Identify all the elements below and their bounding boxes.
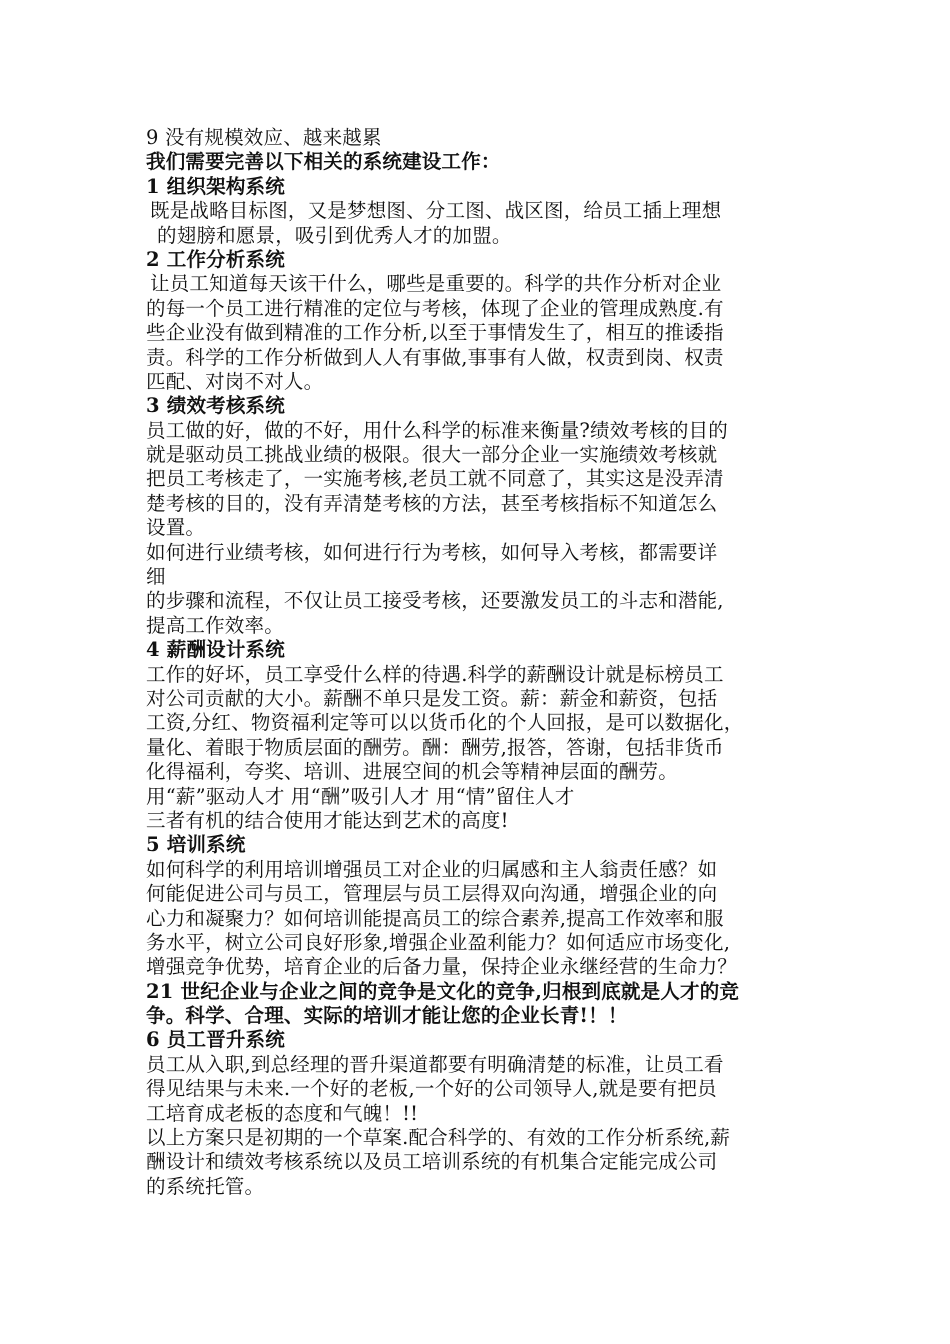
body-text-line: 用“薪”驱动人才 用“酬”吸引人才 用“情”留住人才	[146, 784, 575, 808]
body-text-line: 细	[146, 565, 166, 589]
body-text-line: 既是战略目标图，又是梦想图、分工图、战区图，给员工插上理想	[150, 199, 722, 223]
section-heading: 21 世纪企业与企业之间的竞争是文化的竞争,归根到底就是人才的竞	[146, 979, 740, 1003]
body-text-line: 楚考核的目的，没有弄清楚考核的方法，甚至考核指标不知道怎么	[146, 491, 718, 515]
section-heading: 我们需要完善以下相关的系统建设工作：	[146, 150, 501, 174]
body-text-line: 工资,分红、物资福利定等可以以货币化的个人回报，是可以数据化，	[146, 711, 744, 735]
body-text-line: 的系统托管。	[146, 1174, 265, 1198]
body-text-line: 责。科学的工作分析做到人人有事做,事事有人做，权责到岗、权责	[146, 345, 724, 369]
body-text-line: 设置。	[146, 516, 206, 540]
body-text-line: 增强竞争优势，培育企业的后备力量，保持企业永继经营的生命力？	[146, 955, 738, 979]
body-text-line: 得见结果与未来.一个好的老板,一个好的公司领导人,就是要有把员	[146, 1077, 717, 1101]
body-text-line: 让员工知道每天该干什么，哪些是重要的。科学的共作分析对企业	[150, 272, 722, 296]
body-text-line: 些企业没有做到精准的工作分析,以至于事情发生了，相互的推诿指	[146, 321, 724, 345]
section-heading: 1 组织架构系统	[146, 174, 285, 198]
body-text-line: 何能促进公司与员工，管理层与员工层得双向沟通，增强企业的向	[146, 882, 718, 906]
body-text-line: 如何科学的利用培训增强员工对企业的归属感和主人翁责任感？如	[146, 857, 718, 881]
body-text-line: 的步骤和流程，不仅让员工接受考核，还要激发员工的斗志和潜能,	[146, 589, 724, 613]
body-text-line: 酬设计和绩效考核系统以及员工培训系统的有机集合定能完成公司	[146, 1150, 718, 1174]
section-heading: 4 薪酬设计系统	[146, 638, 285, 662]
body-text-line: 的翅膀和愿景，吸引到优秀人才的加盟。	[157, 223, 512, 247]
body-text-line: 提高工作效率。	[146, 613, 284, 637]
section-heading: 6 员工晋升系统	[146, 1028, 285, 1052]
document-page	[146, 126, 826, 1199]
body-text-line: 化得福利，夸奖、培训、进展空间的机会等精神层面的酬劳。	[146, 760, 678, 784]
body-text-line: 的每一个员工进行精准的定位与考核，体现了企业的管理成熟度.有	[146, 296, 724, 320]
body-text-line: 务水平，树立公司良好形象,增强企业盈利能力？如何适应市场变化,	[146, 930, 731, 954]
body-text-line: 工培育成老板的态度和气魄！!!	[146, 1101, 419, 1125]
body-text-line: 把员工考核走了，一实施考核,老员工就不同意了，其实这是没弄清	[146, 467, 724, 491]
section-heading: 5 培训系统	[146, 833, 246, 857]
section-heading: 3 绩效考核系统	[146, 394, 285, 418]
body-text-line: 以上方案只是初期的一个草案.配合科学的、有效的工作分析系统,薪	[146, 1126, 731, 1150]
body-text-line: 匹配、对岗不对人。	[146, 369, 324, 393]
body-text-line: 量化、着眼于物质层面的酬劳。酬：酬劳,报答，答谢，包括非货币	[146, 735, 724, 759]
body-text-line: 三者有机的结合使用才能达到艺术的高度!	[146, 808, 509, 832]
body-text-line: 员工做的好，做的不好，用什么科学的标准来衡量?绩效考核的目的	[146, 418, 728, 442]
body-text-line: 心力和凝聚力？如何培训能提高员工的综合素养,提高工作效率和服	[146, 906, 724, 930]
section-heading: 争。科学、合理、实际的培训才能让您的企业长青!！！	[146, 1004, 628, 1028]
body-text-line: 工作的好坏，员工享受什么样的待遇.科学的薪酬设计就是标榜员工	[146, 662, 724, 686]
body-text-line: 对公司贡献的大小。薪酬不单只是发工资。薪：薪金和薪资，包括	[146, 686, 718, 710]
body-text-line: 就是驱动员工挑战业绩的极限。很大一部分企业一实施绩效考核就	[146, 443, 718, 467]
section-heading: 2 工作分析系统	[146, 247, 285, 271]
body-text-line: 如何进行业绩考核，如何进行行为考核，如何导入考核，都需要详	[146, 540, 718, 564]
body-text-line: 员工从入职,到总经理的晋升渠道都要有明确清楚的标准，让员工看	[146, 1052, 724, 1076]
body-text-line: 9 没有规模效应、越来越累	[146, 126, 382, 149]
